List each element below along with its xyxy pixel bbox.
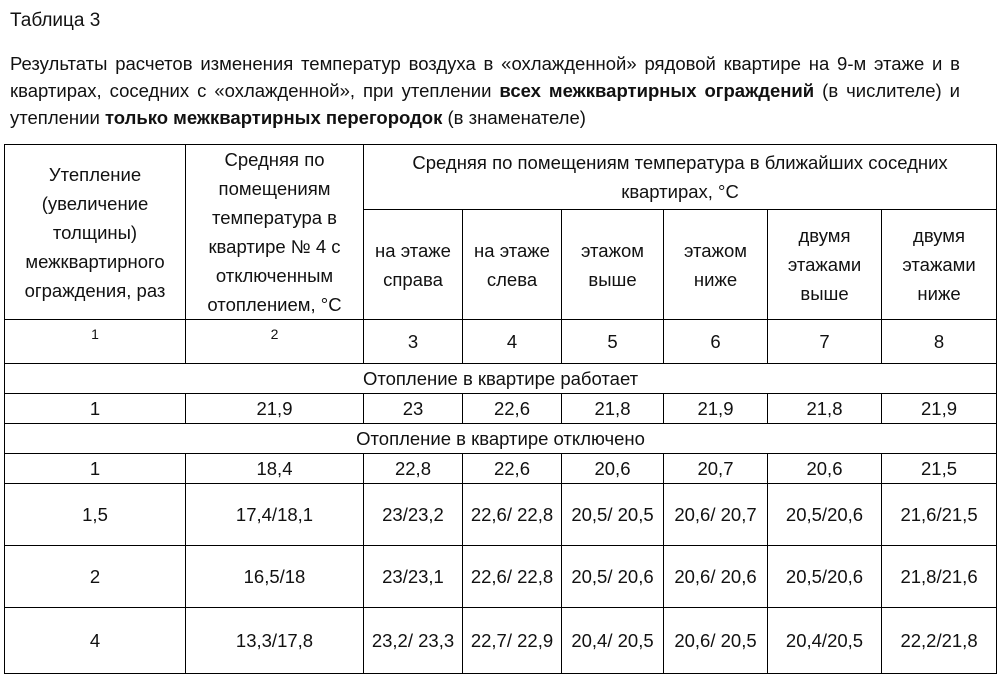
header-floor-above: этажом выше — [562, 210, 664, 320]
header-neighbor-group: Средняя по помещениям температура в ближайших соседних квартирах, °С — [364, 145, 997, 210]
table-cell: 23 — [364, 394, 463, 424]
header-row-1 — [5, 145, 997, 210]
header-two-floors-below: двумя этажами ниже — [882, 210, 997, 320]
table-cell: 22,2/21,8 — [882, 608, 997, 674]
table-cell: 21,9 — [664, 394, 768, 424]
table-cell: 21,9 — [186, 394, 364, 424]
caption-text-1: Результаты расчетов изменения температур воздуха в «охлажденной» рядовой квартире на 9-м этаже и в квартирах, соседних с «охлажденной», при утеплении — [10, 53, 960, 101]
caption-bold-1: всех межквартирных ограждений — [499, 80, 815, 101]
column-number: 3 — [364, 320, 463, 364]
table-cell: 21,5 — [882, 454, 997, 484]
table-cell: 1 — [5, 394, 186, 424]
table-cell: 20,6 — [562, 454, 664, 484]
table-cell: 20,5/20,6 — [768, 546, 882, 608]
table-cell: 22,6 — [463, 394, 562, 424]
column-number: 6 — [664, 320, 768, 364]
column-number: 7 — [768, 320, 882, 364]
table-row — [5, 546, 997, 608]
column-number: 5 — [562, 320, 664, 364]
table-cell: 20,4/ 20,5 — [562, 608, 664, 674]
caption-text-2: (в числителе) и утеплении — [10, 80, 960, 128]
caption-text-3: (в знаменателе) — [442, 107, 586, 128]
caption-bold-2: только межквартирных перегородок — [104, 107, 443, 128]
table-cell: 18,4 — [186, 454, 364, 484]
table-cell: 4 — [5, 608, 186, 674]
header-apartment-temp: Средняя по помещениям температура в квартире № 4 с отключенным отоплением, °С — [186, 145, 364, 320]
header-two-floors-above: двумя этажами выше — [768, 210, 882, 320]
table-cell: 22,6 — [463, 454, 562, 484]
table-cell: 21,9 — [882, 394, 997, 424]
table-cell: 23/23,1 — [364, 546, 463, 608]
table-cell: 21,8/21,6 — [882, 546, 997, 608]
table-caption — [10, 50, 960, 131]
table-cell: 22,6/ 22,8 — [463, 546, 562, 608]
table-cell: 2 — [5, 546, 186, 608]
table-cell: 20,5/ 20,6 — [562, 546, 664, 608]
table-cell: 21,8 — [768, 394, 882, 424]
section-title: Отопление в квартире работает — [5, 364, 997, 394]
column-number: 2 — [186, 320, 364, 364]
table-cell: 1 — [5, 454, 186, 484]
header-insulation: Утепление (увеличение толщины) межквартирного ограждения, раз — [5, 145, 186, 320]
table-cell: 21,6/21,5 — [882, 484, 997, 546]
column-number: 4 — [463, 320, 562, 364]
table-cell: 1,5 — [5, 484, 186, 546]
section-header-heating-off — [5, 424, 997, 454]
table-cell: 23/23,2 — [364, 484, 463, 546]
table-cell: 16,5/18 — [186, 546, 364, 608]
section-title: Отопление в квартире отключено — [5, 424, 997, 454]
table-row — [5, 394, 997, 424]
table-cell: 20,5/ 20,5 — [562, 484, 664, 546]
table-cell: 22,8 — [364, 454, 463, 484]
results-table — [4, 144, 997, 674]
table-cell: 20,6/ 20,6 — [664, 546, 768, 608]
header-floor-right: на этаже справа — [364, 210, 463, 320]
table-row — [5, 454, 997, 484]
table-cell: 17,4/18,1 — [186, 484, 364, 546]
table-cell: 23,2/ 23,3 — [364, 608, 463, 674]
table-row — [5, 484, 997, 546]
table-cell: 22,7/ 22,9 — [463, 608, 562, 674]
header-floor-below: этажом ниже — [664, 210, 768, 320]
table-cell: 20,4/20,5 — [768, 608, 882, 674]
table-cell: 20,7 — [664, 454, 768, 484]
column-number: 1 — [5, 320, 186, 364]
column-number: 8 — [882, 320, 997, 364]
table-cell: 13,3/17,8 — [186, 608, 364, 674]
table-label: Таблица 3 — [10, 10, 101, 31]
table-row — [5, 608, 997, 674]
table-cell: 20,5/20,6 — [768, 484, 882, 546]
table-cell: 22,6/ 22,8 — [463, 484, 562, 546]
table-cell: 20,6/ 20,7 — [664, 484, 768, 546]
header-floor-left: на этаже слева — [463, 210, 562, 320]
section-header-heating-on — [5, 364, 997, 394]
table-cell: 20,6 — [768, 454, 882, 484]
table-cell: 20,6/ 20,5 — [664, 608, 768, 674]
column-number-row — [5, 320, 997, 364]
table-cell: 21,8 — [562, 394, 664, 424]
